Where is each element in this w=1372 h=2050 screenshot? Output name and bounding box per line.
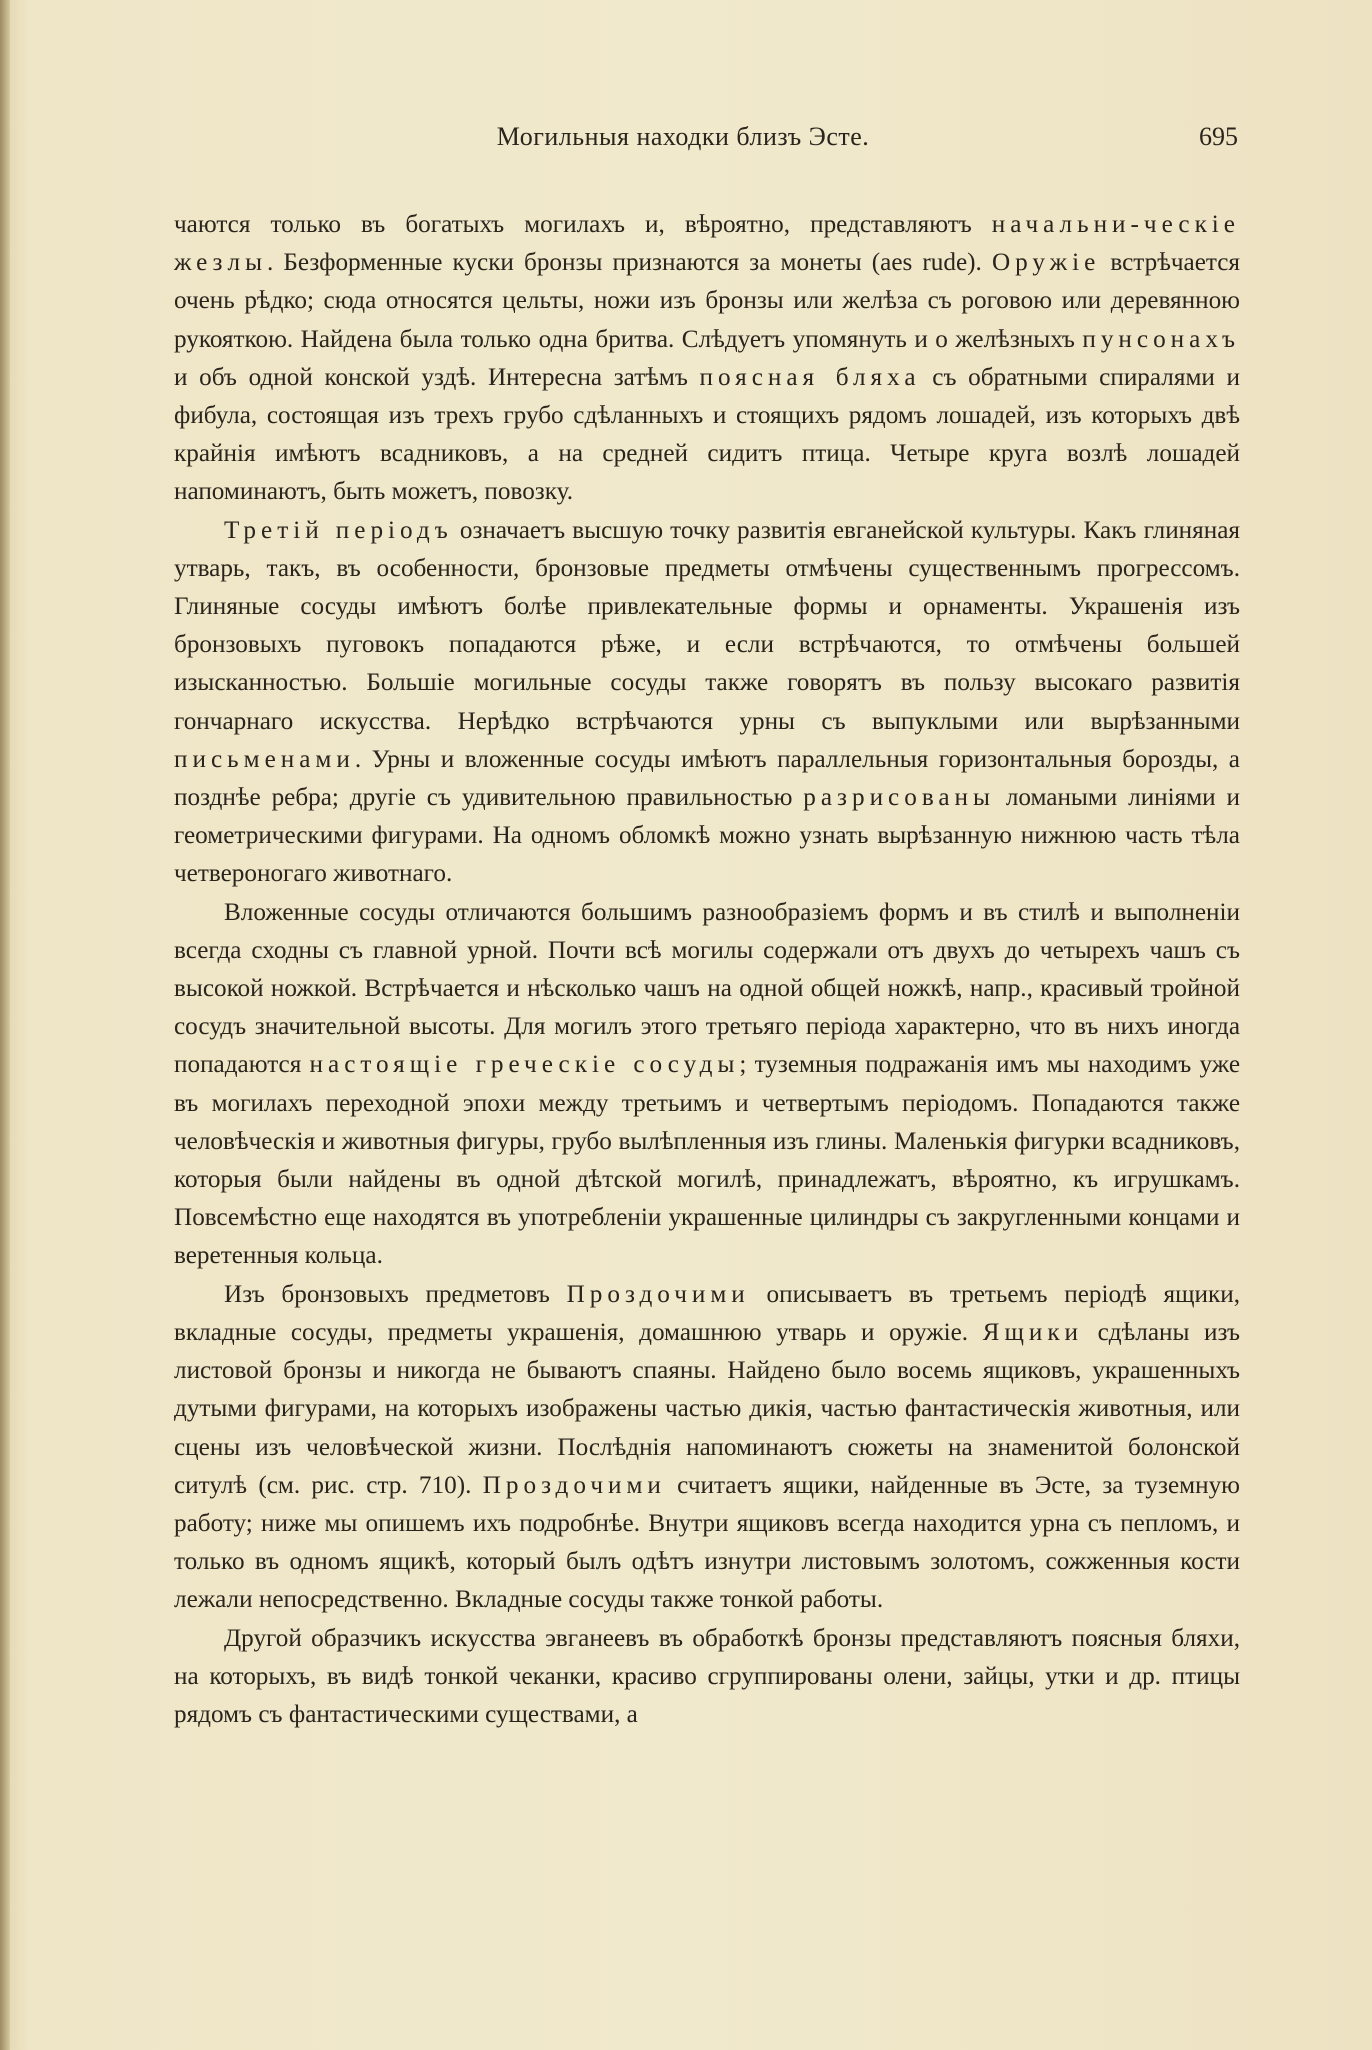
spaced-emphasis: Проздочими <box>566 1280 750 1308</box>
text-run: считаетъ ящики, найденные въ Эсте, за туземную работу; ниже мы опишемъ ихъ подробнѣе. Внутри ящиковъ всегда находится урна съ пепломъ, и только въ одномъ ящикѣ, который былъ одѣтъ изнутри листовымъ золотомъ, сожженныя кости лежали непосредственно. Вкладные сосуды также тонкой работы. <box>174 1471 1240 1614</box>
spaced-emphasis: письменами <box>174 745 355 773</box>
spaced-emphasis: Оружіе <box>991 249 1101 277</box>
paragraph-3 <box>174 894 1240 1276</box>
text-run: съ обратными спиралями и фибула, состоящая изъ трехъ грубо сдѣланныхъ и стоящихъ рядомъ лошадей, изъ которыхъ двѣ крайнія имѣютъ всадниковъ, а на средней сидитъ птица. Четыре круга возлѣ лошадей напоминаютъ, быть можетъ, повозку. <box>174 363 1241 506</box>
paragraph-5 <box>174 1620 1240 1735</box>
spaced-emphasis: пунсонахъ <box>1082 325 1240 353</box>
spaced-emphasis: Проздочими <box>482 1471 666 1499</box>
text-run: и объ одной конской уздѣ. Интересна затѣмъ <box>174 363 700 391</box>
text-run: встрѣчается очень рѣдко; сюда относятся цельты, ножи изъ бронзы или желѣза съ роговою или деревянною рукояткою. Найдена была только одна бритва. Слѣдуетъ упомянуть и о желѣзныхъ <box>174 249 1240 353</box>
text-run: сдѣланы изъ листовой бронзы и никогда не бываютъ спаяны. Найдено было восемь ящиковъ, украшенныхъ дутыми фигурами, на которыхъ изображены частью дикія, частью фантастическія животныя, или сцены изъ человѣческой жизни. Послѣднія напоминаютъ сюжеты на знаменитой болонской ситулѣ (см. рис. стр. 710). <box>174 1318 1240 1499</box>
text-run: Другой образчикъ искусства эвганеевъ въ обработкѣ бронзы представляютъ поясныя бляхи, на которыхъ, въ видѣ тонкой чеканки, красиво сгруппированы олени, зайцы, утки и др. птицы рядомъ съ фантастическими существами, а <box>174 1624 1240 1728</box>
text-run: Изъ бронзовыхъ предметовъ <box>224 1280 567 1308</box>
spaced-emphasis: Ящики <box>982 1318 1084 1346</box>
paragraph-4 <box>174 1276 1240 1620</box>
text-run: ломаными линіями и геометрическими фигурами. На одномъ обломкѣ можно узнать вырѣзанную нижнюю часть тѣла четвероногаго животнаго. <box>174 784 1240 888</box>
running-title: Могильныя находки близъ Эсте. <box>496 122 870 151</box>
paragraph-2 <box>174 512 1240 894</box>
page-spine-edge <box>0 0 10 2050</box>
text-run: чаются только въ богатыхъ могилахъ и, вѣроятно, представляютъ <box>174 211 992 238</box>
body-text <box>174 206 1240 1734</box>
spaced-emphasis: начальни-ческіе жезлы <box>174 211 1240 277</box>
text-run: означаетъ высшую точку развитія евганейской культуры. Какъ глиняная утварь, такъ, въ особенности, бронзовые предметы отмѣчены существеннымъ прогрессомъ. Глиняные сосуды имѣютъ болѣе привлекательные формы и орнаменты. Украшенія изъ бронзовыхъ пуговокъ попадаются рѣже, и если встрѣчаются, то отмѣчены большей изысканностью. Большіе могильные сосуды также говорятъ въ пользу высокаго развитія гончарнаго искусства. Нерѣдко встрѣчаются урны съ выпуклыми или вырѣзанными <box>174 516 1240 735</box>
paragraph-1 <box>174 206 1240 512</box>
spaced-emphasis: настоящіе греческіе сосуды <box>309 1051 740 1079</box>
text-run: ; туземныя подражанія имъ мы находимъ уже въ могилахъ переходной эпохи между третьимъ и четвертымъ періодомъ. Попадаются также человѣческія и животныя фигуры, грубо вылѣпленныя изъ глины. Маленькія фигурки всадниковъ, которыя были найдены въ одной дѣтской могилѣ, принадлежатъ, вѣроятно, къ игрушкамъ. Повсемѣстно еще находятся въ употребленіи украшенные цилиндры съ закругленными концами и веретенныя кольца. <box>174 1051 1240 1270</box>
spaced-emphasis: Третій періодъ <box>224 516 453 544</box>
running-head <box>200 122 1240 162</box>
spaced-emphasis: разрисованы <box>803 784 995 812</box>
text-run: . Безформенные куски бронзы признаются за монеты (aes rude). <box>267 249 992 277</box>
text-run: . Урны и вложенные сосуды имѣютъ параллельныя горизонтальныя борозды, а позднѣе ребра; другіе съ удивительною правильностью <box>174 745 1240 812</box>
spaced-emphasis: поясная бляха <box>699 363 921 391</box>
page-number: 695 <box>1199 122 1238 151</box>
text-run: описываетъ въ третьемъ періодѣ ящики, вкладные сосуды, предметы украшенія, домашнюю утварь и оружіе. <box>174 1280 1240 1346</box>
text-run: Вложенные сосуды отличаются большимъ разнообразіемъ формъ и въ стилѣ и выполненіи всегда сходны съ главной урной. Почти всѣ могилы содержали отъ двухъ до четырехъ чашъ съ высокой ножкой. Встрѣчается и нѣсколько чашъ на одной общей ножкѣ, напр., красивый тройной сосудъ значительной высоты. Для могилъ этого третьяго періода характерно, что въ нихъ иногда попадаются <box>174 898 1240 1079</box>
